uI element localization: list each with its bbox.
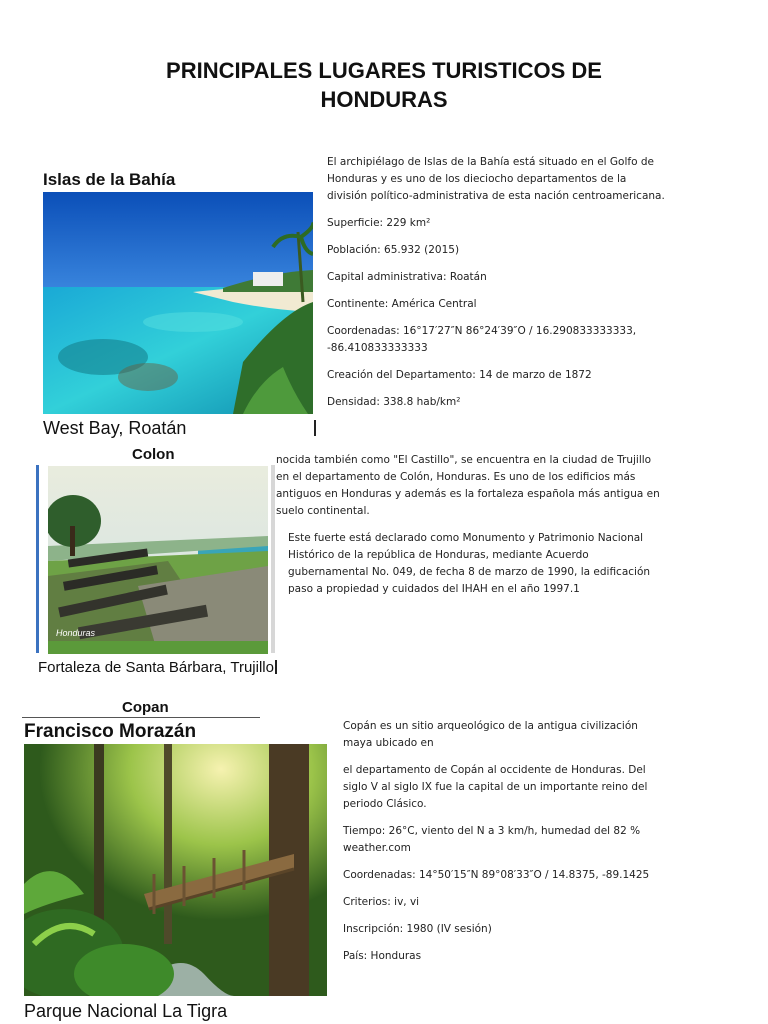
colon-description [276,452,666,608]
beach-illustration [43,192,313,414]
copan-description [343,718,665,975]
forest-illustration [24,744,327,996]
photo-caption-la-tigra: Parque Nacional La Tigra [24,1001,228,1021]
paragraph: El archipiélago de Islas de la Bahía está situado en el Golfo de Honduras y es uno de los dieciocho departamentos de la división político-administrativa de esta nación centroamericana. [327,156,665,202]
paragraph: Inscripción: 1980 (IV sesión) [343,923,492,935]
paragraph: Coordenadas: 14°50′15″N 89°08′33″O / 14.8375, -89.1425 [343,869,650,881]
section-heading-islas: Islas de la Bahía [43,170,176,189]
paragraph: Este fuerte está declarado como Monumento y Patrimonio Nacional Histórico de la república de Honduras, mediante Acuerdo gubernamental No. 049, de fecha 8 de marzo de 1990, la edificación paso a propiedad y cuidados del IHAH en el año 1997.1 [288,532,651,595]
beach-photo [43,192,313,414]
divider [36,465,39,653]
paragraph: Creación del Departamento: 14 de marzo de 1872 [327,369,592,381]
page-title: PRINCIPALES LUGARES TURISTICOS DE HONDURAS [166,58,602,112]
paragraph: el departamento de Copán al occidente de Honduras. Del siglo V al siglo IX fue la capital de un importante reino del periodo Clásico. [343,764,648,810]
divider [275,660,277,674]
islas-description [327,154,667,421]
paragraph: Capital administrativa: Roatán [327,271,487,283]
section-heading-colon: Colon [132,446,175,463]
paragraph: Criterios: iv, vi [343,896,420,908]
paragraph: País: Honduras [343,950,422,962]
photo-caption-west-bay: West Bay, Roatán [43,418,187,438]
watermark: Honduras [56,628,96,638]
forest-photo [24,744,327,996]
paragraph: Tiempo: 26°C, viento del N a 3 km/h, humedad del 82 % weather.com [343,825,641,854]
paragraph: nocida también como "El Castillo", se encuentra en la ciudad de Trujillo en el departamento de Colón, Honduras. Es uno de los edificios más antiguos en Honduras y además es la fortaleza española más antigua en suelo continental. [276,454,660,517]
section-heading-copan: Copan [122,699,169,716]
section-heading-morazan: Francisco Morazán [24,721,197,742]
paragraph: Coordenadas: 16°17′27″N 86°24′39″O / 16.290833333333, -86.410833333333 [327,325,637,354]
fortress-illustration [48,466,268,654]
divider [22,717,260,718]
paragraph: Copán es un sitio arqueológico de la antigua civilización maya ubicado en [343,720,638,749]
divider [314,420,316,436]
fortress-photo [48,466,268,654]
paragraph: Población: 65.932 (2015) [327,244,460,256]
paragraph: Continente: América Central [327,298,477,310]
paragraph: Densidad: 338.8 hab/km² [327,396,461,408]
paragraph: Superficie: 229 km² [327,217,431,229]
photo-caption-fortaleza: Fortaleza de Santa Bárbara, Trujillo [38,659,274,676]
